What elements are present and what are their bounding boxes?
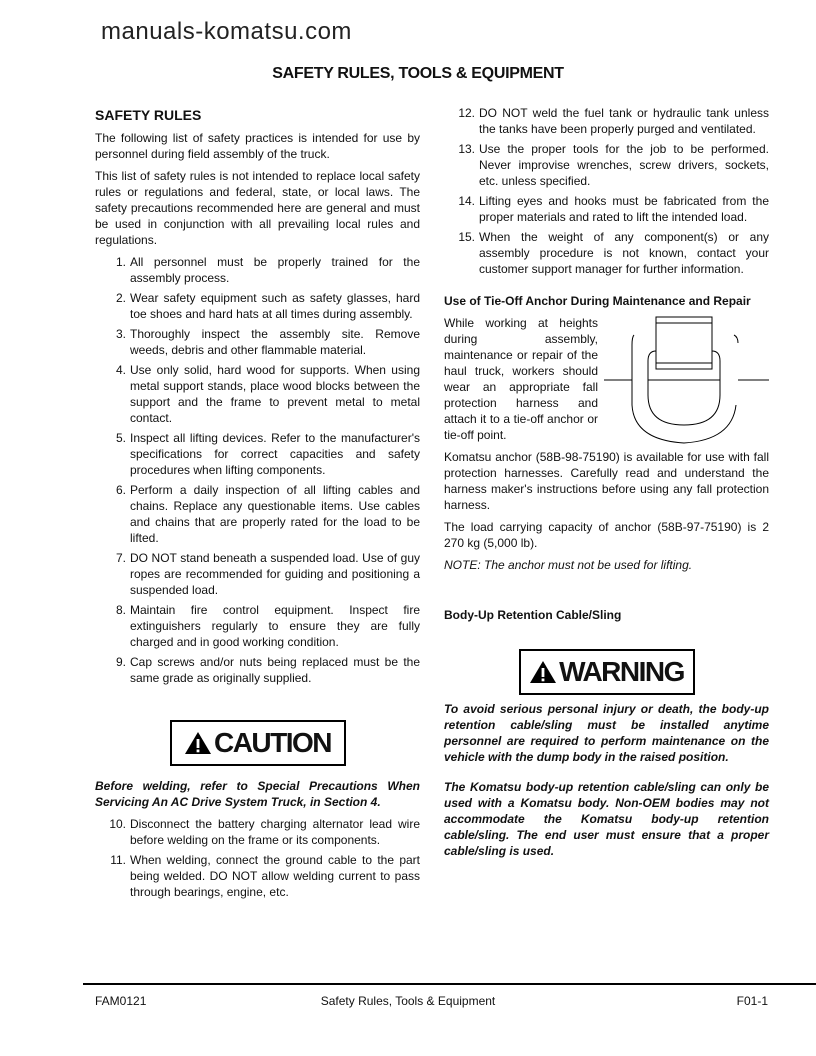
caution-badge <box>170 720 346 766</box>
item-number: 6. <box>115 483 126 497</box>
item-text: When the weight of any component(s) or any assembly procedure is not known, contact your customer support manager for further information. <box>479 230 769 276</box>
item-number: 14. <box>458 194 475 208</box>
item-text: Perform a daily inspection of all lifting cables and chains. Replace any questionable items. Use cables and chains that are properly rated for the load to be lifted. <box>130 483 420 545</box>
item-text: DO NOT weld the fuel tank or hydraulic tank unless the tanks have been properly purged and ventilated. <box>479 106 769 136</box>
footer-title: Safety Rules, Tools & Equipment <box>320 994 496 1008</box>
warning-label: WARNING <box>559 656 684 687</box>
list-item <box>105 602 420 650</box>
item-text: Thoroughly inspect the assembly site. Remove weeds, debris and other flammable material. <box>130 327 420 357</box>
list-item <box>454 105 769 137</box>
list-item <box>105 326 420 358</box>
item-number: 4. <box>115 363 126 377</box>
intro-paragraph: The following list of safety practices is intended for use by personnel during field assembly of the truck. <box>95 131 420 161</box>
warning-triangle-icon <box>529 660 557 684</box>
anchor-paragraph: Komatsu anchor (58B-98-75190) is available for use with fall protection harnesses. Carefully read and understand the harness maker's instructions before using any fall protection harness. <box>444 450 769 512</box>
warning-text: The Komatsu body-up retention cable/sling can only be used with a Komatsu body. Non-OEM bodies may not accommodate the Komatsu body-up retention cable/sling. The end user must ensure that a proper cable/sling is used. <box>444 780 769 858</box>
footer-page-number: F01-1 <box>736 994 768 1008</box>
list-item <box>105 430 420 478</box>
list-item <box>105 654 420 686</box>
item-number: 7. <box>115 551 126 565</box>
item-number: 9. <box>115 655 126 669</box>
item-text: When welding, connect the ground cable to the part being welded. DO NOT allow welding current to pass through bearings, engine, etc. <box>130 853 420 899</box>
page-title: SAFETY RULES, TOOLS & EQUIPMENT <box>272 65 564 82</box>
item-number: 8. <box>115 603 126 617</box>
watermark: manuals-komatsu.com <box>101 18 352 45</box>
item-number: 1. <box>115 255 126 269</box>
list-item <box>105 362 420 426</box>
warning-triangle-icon <box>184 731 212 755</box>
item-text: All personnel must be properly trained for the assembly process. <box>130 255 420 285</box>
item-text: Maintain fire control equipment. Inspect fire extinguishers regularly to ensure they are fully charged and in good working condition. <box>130 603 420 649</box>
warning-text: To avoid serious personal injury or death, the body-up retention cable/sling must be installed anytime personnel are required to perform maintenance on the vehicle with the dump body in the raised position. <box>444 702 769 764</box>
item-number: 10. <box>109 817 126 831</box>
bodyup-heading: Body-Up Retention Cable/Sling <box>444 608 622 622</box>
list-item <box>454 193 769 225</box>
item-number: 15. <box>458 230 475 244</box>
list-item <box>105 816 420 848</box>
item-text: DO NOT stand beneath a suspended load. Use of guy ropes are recommended for guiding and positioning a suspended load. <box>130 551 420 597</box>
item-text: Use only solid, hard wood for supports. When using metal support stands, place wood blocks between the support and the frame to prevent metal to metal contact. <box>130 363 420 425</box>
tieoff-paragraph: While working at heights during assembly, maintenance or repair of the haul truck, workers should wear an appropriate fall protection harness and attach it to a tie-off anchor or tie-off point. <box>444 316 598 442</box>
left-column <box>95 106 420 904</box>
list-item <box>105 852 420 900</box>
footer-doc-id: FAM0121 <box>95 994 147 1008</box>
capacity-paragraph: The load carrying capacity of anchor (58B-97-75190) is 2 270 kg (5,000 lb). <box>444 520 769 550</box>
item-text: Inspect all lifting devices. Refer to the manufacturer's specifications for correct capacities and safety procedures when lifting components. <box>130 431 420 477</box>
item-number: 3. <box>115 327 126 341</box>
list-item <box>105 254 420 286</box>
intro-paragraph: This list of safety rules is not intended to replace local safety rules or regulations and federal, state, or local laws. The safety precautions recommended here are general and must be used in conjunction with all prevailing local rules and regulations. <box>95 169 420 247</box>
item-text: Use the proper tools for the job to be performed. Never improvise wrenches, screw drivers, sockets, etc. unless specified. <box>479 142 769 188</box>
list-item <box>105 482 420 546</box>
item-text: Disconnect the battery charging alternator lead wire before welding on the frame or its components. <box>130 817 420 847</box>
tieoff-heading: Use of Tie-Off Anchor During Maintenance and Repair <box>444 294 751 308</box>
item-number: 5. <box>115 431 126 445</box>
item-number: 11. <box>110 853 126 867</box>
list-item <box>105 290 420 322</box>
caution-text: Before welding, refer to Special Precautions When Servicing An AC Drive System Truck, in Section 4. <box>95 779 420 809</box>
note: NOTE: The anchor must not be used for lifting. <box>444 558 693 572</box>
item-text: Lifting eyes and hooks must be fabricated from the proper materials and rated to lift the intended load. <box>479 194 769 224</box>
item-text: Cap screws and/or nuts being replaced must be the same grade as originally supplied. <box>130 655 420 685</box>
warning-badge <box>519 649 695 695</box>
item-number: 12. <box>458 106 475 120</box>
item-text: Wear safety equipment such as safety glasses, hard toe shoes and hard hats at all times during assembly. <box>130 291 420 321</box>
list-item <box>105 550 420 598</box>
right-column <box>444 105 769 865</box>
footer-divider <box>83 983 816 985</box>
list-item <box>454 141 769 189</box>
caution-label: CAUTION <box>213 727 332 758</box>
section-heading: SAFETY RULES <box>95 107 202 123</box>
item-number: 2. <box>115 291 126 305</box>
list-item <box>454 229 769 277</box>
tie-off-anchor-illustration <box>604 315 769 445</box>
item-number: 13. <box>458 142 475 156</box>
